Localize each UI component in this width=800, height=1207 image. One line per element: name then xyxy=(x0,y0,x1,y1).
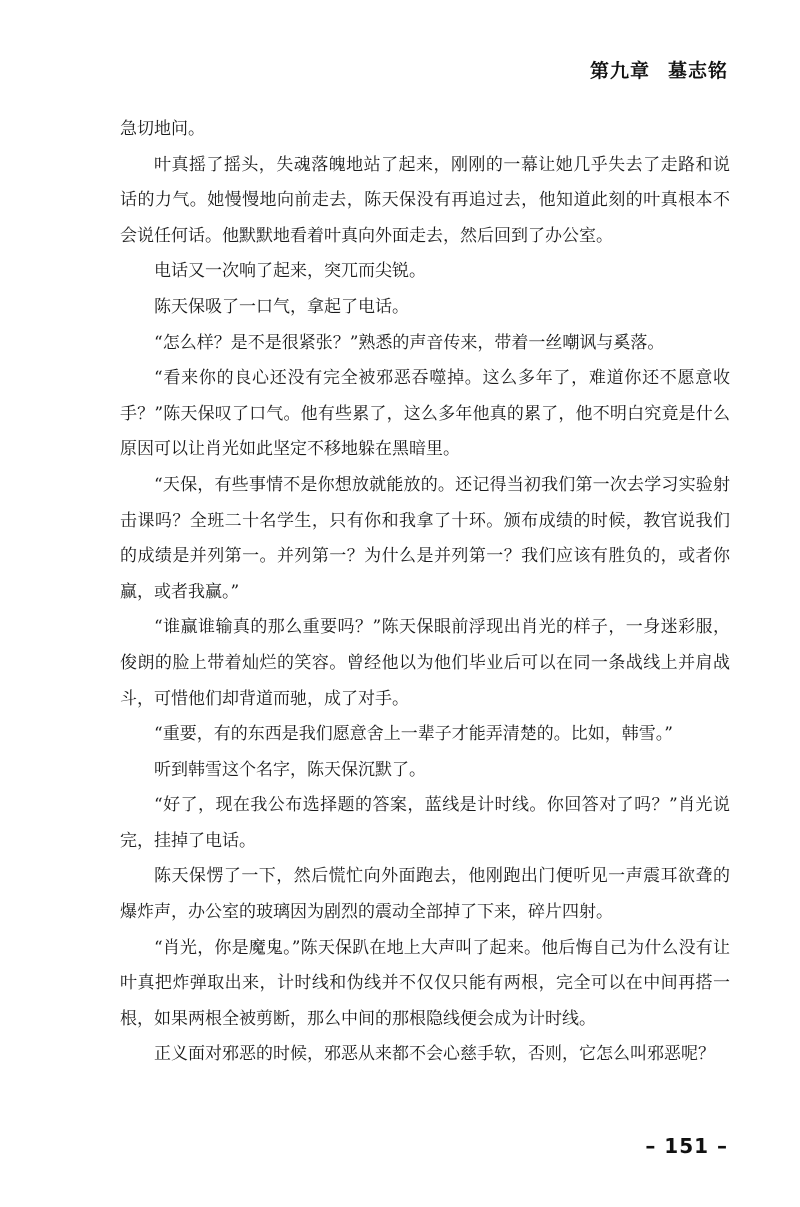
paragraph: “谁赢谁输真的那么重要吗？”陈天保眼前浮现出肖光的样子，一身迷彩服，俊朗的脸上带着灿烂的笑容。曾经他以为他们毕业后可以在同一条战线上并肩战斗，可惜他们却背道而驰，成了对手。 xyxy=(120,617,730,709)
paragraph: “天保，有些事情不是你想放就能放的。还记得当初我们第一次去学习实验射击课吗？全班二十名学生，只有你和我拿了十环。颁布成绩的时候，教官说我们的成绩是并列第一。并列第一？为什么是并列第一？我们应该有胜负的，或者你赢，或者我赢。” xyxy=(120,474,730,602)
paragraph: “重要，有的东西是我们愿意舍上一辈子才能弄清楚的。比如，韩雪。” xyxy=(154,724,673,745)
paragraph: 正义面对邪恶的时候，邪恶从来都不会心慈手软，否则，它怎么叫邪恶呢？ xyxy=(154,1044,715,1065)
paragraph: 听到韩雪这个名字，陈天保沉默了。 xyxy=(154,759,426,780)
body-text xyxy=(120,112,730,1073)
paragraph: 陈天保吸了一口气，拿起了电话。 xyxy=(154,296,409,317)
paragraph: “看来你的良心还没有完全被邪恶吞噬掉。这么多年了，难道你还不愿意收手？”陈天保叹了口气。他有些累了，这么多年他真的累了，他不明白究竟是什么原因可以让肖光如此坚定不移地躲在黑暗里。 xyxy=(120,368,730,460)
page-number: – 151 – xyxy=(645,1134,728,1158)
paragraph: “好了，现在我公布选择题的答案，蓝线是计时线。你回答对了吗？”肖光说完，挂掉了电话。 xyxy=(120,795,730,851)
chapter-title: 墓志铭 xyxy=(667,60,728,82)
paragraph: 急切地问。 xyxy=(120,119,205,139)
paragraph: “肖光，你是魔鬼。”陈天保趴在地上大声叫了起来。他后悔自己为什么没有让叶真把炸弹取出来，计时线和伪线并不仅仅只能有两根，完全可以在中间再搭一根，如果两根全被剪断，那么中间的那根隐线便会成为计时线。 xyxy=(120,937,730,1029)
chapter-number: 第九章 xyxy=(589,60,650,82)
running-head xyxy=(590,56,728,83)
paragraph: 陈天保愣了一下，然后慌忙向外面跑去，他刚跑出门便听见一声震耳欲聋的爆炸声，办公室的玻璃因为剧烈的震动全部掉了下来，碎片四射。 xyxy=(120,866,730,923)
paragraph: 叶真摇了摇头，失魂落魄地站了起来，刚刚的一幕让她几乎失去了走路和说话的力气。她慢慢地向前走去，陈天保没有再追过去，他知道此刻的叶真根本不会说任何话。他默默地看着叶真向外面走去，然后回到了办公室。 xyxy=(120,154,730,246)
paragraph: 电话又一次响了起来，突兀而尖锐。 xyxy=(154,261,426,282)
paragraph: “怎么样？是不是很紧张？”熟悉的声音传来，带着一丝嘲讽与奚落。 xyxy=(154,332,665,353)
